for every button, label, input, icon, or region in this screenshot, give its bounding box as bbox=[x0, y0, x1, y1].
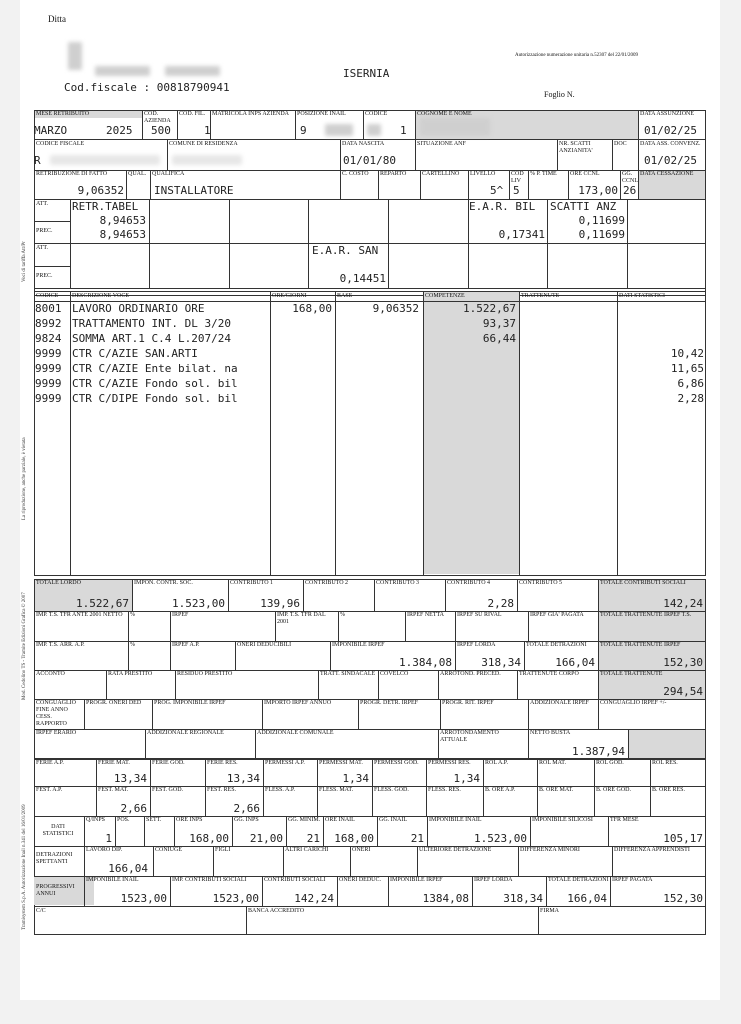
redacted-company-name-2 bbox=[165, 66, 220, 76]
voce-code: 9999 bbox=[35, 392, 62, 405]
ferie-top-label-0: FERIE A.P. bbox=[36, 760, 64, 766]
ferie-top-value-1: 13,34 bbox=[113, 772, 147, 785]
r5-label-6: ADDIZIONALE IRPEF bbox=[530, 700, 589, 706]
label-banca: BANCA ACCREDITO bbox=[248, 908, 305, 914]
voce-description: CTR C/AZIE SAN.ARTI bbox=[72, 347, 198, 360]
ferie-top-label-6: PERMESSI GOD. bbox=[374, 760, 419, 766]
detr-label-1: CONIUGE bbox=[155, 847, 182, 853]
side-text-voci: Voci di tariffa Att/Pr bbox=[22, 241, 27, 282]
label-qualifica: QUALIFICA bbox=[152, 171, 185, 177]
detr-label-0: LAVORO DIP. bbox=[86, 847, 123, 853]
label-att-2: ATT. bbox=[36, 245, 49, 251]
label-codice: CODICE bbox=[365, 111, 388, 117]
prog-label-3: ONERI DEDUC. bbox=[339, 877, 381, 883]
r3-label-3: ONERI DEDUCIBILI bbox=[237, 642, 292, 648]
label-matricola: MATRICOLA INPS AZIENDA bbox=[212, 111, 290, 117]
r3-value-4: 1.384,08 bbox=[399, 656, 452, 669]
r5-label-5: PROGR. RIT. IRPEF bbox=[442, 700, 494, 706]
company-fiscal-code: Cod.fiscale : 00818790941 bbox=[64, 81, 230, 94]
ferie-bot-label-5: FLESS. MAT. bbox=[319, 787, 354, 793]
r2-label-4: % bbox=[340, 612, 345, 618]
r1-label-4: CONTRIBUTO 3 bbox=[376, 580, 420, 586]
ferie-bot-label-6: FLESS. GOD. bbox=[374, 787, 409, 793]
prog-value-6: 166,04 bbox=[567, 892, 607, 905]
ferie-top-label-3: FERIE RES. bbox=[207, 760, 238, 766]
stat-value-6: 168,00 bbox=[334, 832, 374, 845]
stat-label-3: ORE INPS bbox=[176, 817, 203, 823]
r4-label-2: RESIDUO PRESTITO bbox=[177, 671, 233, 677]
r1-label-2: CONTRIBUTO 1 bbox=[230, 580, 274, 586]
ferie-top-label-7: PERMESSI RES. bbox=[428, 760, 471, 766]
value-data-assunzione: 01/02/25 bbox=[644, 124, 697, 137]
r1-label-3: CONTRIBUTO 2 bbox=[305, 580, 349, 586]
stat-value-8: 1.523,00 bbox=[474, 832, 527, 845]
ferie-top-label-8: ROL A.P. bbox=[485, 760, 508, 766]
prog-label-5: IRPEF LORDA bbox=[474, 877, 513, 883]
redacted-codice-fiscale bbox=[50, 155, 160, 165]
stat-value-0: 1 bbox=[105, 832, 112, 845]
r3-label-5: IRPEF LORDA bbox=[457, 642, 496, 648]
voce-dati-statistici: 6,86 bbox=[677, 377, 704, 390]
label-data-conv: DATA ASS. CONVENZ. bbox=[640, 141, 701, 147]
value-cod-fil: 1 bbox=[204, 124, 211, 137]
label-cod-azienda: COD. AZIENDA bbox=[144, 111, 171, 124]
voce-description: SOMMA ART.1 C.4 L.207/24 bbox=[72, 332, 231, 345]
vh-dati-statistici: DATI STATISTICI bbox=[619, 293, 666, 299]
r6-label-2: ADDIZIONALE COMUNALE bbox=[257, 730, 334, 736]
label-qual: QUAL. bbox=[128, 171, 147, 177]
label-cognome: COGNOME E NOME bbox=[417, 111, 472, 117]
prog-value-5: 318,34 bbox=[503, 892, 543, 905]
r3-label-4: IMPONIBILE IRPEF bbox=[332, 642, 385, 648]
detr-label-2: FIGLI bbox=[215, 847, 231, 853]
ferie-top-label-4: PERMESSI A.P. bbox=[265, 760, 305, 766]
r4-label-5: ARROTOND. PRECED. bbox=[440, 671, 501, 677]
prog-label: PROGRESSIVI ANNUI bbox=[36, 884, 75, 897]
elem-ear-bil: E.A.R. BIL bbox=[469, 200, 536, 213]
r1-value-0: 1.522,67 bbox=[76, 597, 129, 610]
side-text-repro: La riproduzione, anche parziale, è vietata bbox=[22, 437, 27, 520]
r5-label-1: PROGR. ONERI DED bbox=[86, 700, 142, 706]
detr-label-5: ULTERIORE DETRAZIONE bbox=[419, 847, 492, 853]
r6-label-0: IRPEF ERARIO bbox=[36, 730, 77, 736]
voce-description: LAVORO ORDINARIO ORE bbox=[72, 302, 205, 315]
label-retr-fatto: RETRIBUZIONE DI FATTO bbox=[36, 171, 108, 177]
value-anno: 2025 bbox=[106, 124, 133, 137]
value-data-nascita: 01/01/80 bbox=[343, 154, 396, 167]
stat-label-1: POS. bbox=[117, 817, 130, 823]
value-cod-liv: 5 bbox=[513, 184, 520, 197]
prog-label-1: IMP. CONTRIBUTI SOCIALI bbox=[172, 877, 247, 883]
r3-label-2: IRPEF A.P. bbox=[172, 642, 200, 648]
payslip-sheet bbox=[20, 0, 720, 1000]
r2-label-6: IRPEF SU RIVAL bbox=[457, 612, 502, 618]
label-att-1: ATT. bbox=[36, 201, 49, 207]
r5-label-4: PROGR. DETR. IRPEF bbox=[360, 700, 419, 706]
elem-scatti: SCATTI ANZ bbox=[550, 200, 617, 213]
elem-ear-bil-prec: 0,17341 bbox=[498, 228, 545, 241]
stat-value-7: 21 bbox=[410, 832, 424, 845]
label-scatti: NR. SCATTI ANZIANITA' bbox=[559, 141, 593, 154]
r4-label-3: TRATT. SINDACALE bbox=[320, 671, 376, 677]
voce-code: 9999 bbox=[35, 377, 62, 390]
detr-label-3: ALTRI CARICHI bbox=[285, 847, 329, 853]
r3-label-0: IMP. T.S. ARR. A.P. bbox=[36, 642, 85, 648]
r4-value-7: 294,54 bbox=[663, 685, 703, 698]
ferie-top-label-5: PERMESSI MAT. bbox=[319, 760, 363, 766]
label-gg-ccnl: GG. CCNL bbox=[622, 171, 639, 184]
label-doc: DOC bbox=[614, 141, 627, 147]
value-cod-azienda: 500 bbox=[151, 124, 171, 137]
prog-value-1: 1523,00 bbox=[212, 892, 259, 905]
prog-label-7: IRPEF PAGATA bbox=[612, 877, 653, 883]
r2-label-0: IMP. T.S. TFR ANTE 2001 NETTO bbox=[36, 612, 123, 618]
r4-label-7: TOTALE TRATTENUTE bbox=[600, 671, 663, 677]
r2-label-3: IMP. T.S. TFR DAL 2001 bbox=[277, 612, 326, 625]
r3-label-7: TOTALE TRATTENUTE IRPEF bbox=[600, 642, 681, 648]
label-situazione-anf: SITUAZIONE ANF bbox=[417, 141, 466, 147]
voce-base: 9,06352 bbox=[372, 302, 419, 315]
label-cc: C/C bbox=[36, 908, 46, 914]
redacted-codice bbox=[367, 124, 381, 136]
r1-label-6: CONTRIBUTO 5 bbox=[519, 580, 563, 586]
label-reparto: REPARTO bbox=[380, 171, 407, 177]
r1-value-5: 2,28 bbox=[487, 597, 514, 610]
r4-label-4: COVELCO bbox=[380, 671, 409, 677]
r1-value-7: 142,24 bbox=[663, 597, 703, 610]
ferie-bot-label-4: FLESS. A.P. bbox=[265, 787, 296, 793]
voce-dati-statistici: 2,28 bbox=[677, 392, 704, 405]
voce-dati-statistici: 10,42 bbox=[670, 347, 704, 360]
stat-label-7: GG. INAIL bbox=[379, 817, 407, 823]
r3-value-6: 166,04 bbox=[555, 656, 595, 669]
company-city: ISERNIA bbox=[343, 67, 390, 80]
r4-label-1: RATA PRESTITO bbox=[108, 671, 153, 677]
label-ptime: % P. TIME bbox=[530, 171, 557, 177]
r6-value-4: 1.387,94 bbox=[572, 745, 625, 758]
ferie-top-label-2: FERIE GOD. bbox=[152, 760, 185, 766]
r1-label-0: TOTALE LORDO bbox=[36, 580, 81, 586]
r5-label-3: IMPORTO IRPEF ANNUO bbox=[264, 700, 332, 706]
ferie-bot-label-0: FEST. A.P. bbox=[36, 787, 63, 793]
detr-label-6: DIFFERENZA MINORI bbox=[520, 847, 580, 853]
stat-label-2: SETT. bbox=[146, 817, 162, 823]
elem-retr-tabel-att: 8,94653 bbox=[99, 214, 146, 227]
label-codice-fiscale: CODICE FISCALE bbox=[36, 141, 85, 147]
ferie-top-value-7: 1,34 bbox=[453, 772, 480, 785]
r6-label-3: ARROTONDAMENTO ATTUALE bbox=[440, 730, 499, 743]
stat-label-0: Q/INPS bbox=[86, 817, 106, 823]
ferie-top-label-10: ROL GOD. bbox=[596, 760, 624, 766]
ferie-top-value-5: 1,34 bbox=[342, 772, 369, 785]
r2-label-2: IRPEF bbox=[172, 612, 189, 618]
redacted-employee-name bbox=[420, 118, 490, 136]
prog-label-6: TOTALE DETRAZIONI bbox=[548, 877, 609, 883]
r2-label-8: TOTALE TRATTENUTE IRPEF T.S. bbox=[600, 612, 692, 618]
ferie-bot-value-3: 2,66 bbox=[233, 802, 260, 815]
label-prec-1: PREC. bbox=[36, 228, 53, 234]
voce-code: 9999 bbox=[35, 347, 62, 360]
vh-descrizione: DESCRIZIONE VOCE bbox=[72, 293, 130, 299]
value-pos-inail: 9 bbox=[300, 124, 307, 137]
redacted-comune bbox=[172, 155, 242, 165]
r1-label-7: TOTALE CONTRIBUTI SOCIALI bbox=[600, 580, 686, 586]
label-data-nascita: DATA NASCITA bbox=[342, 141, 385, 147]
prog-value-7: 152,30 bbox=[663, 892, 703, 905]
ferie-bot-label-3: FEST. RES. bbox=[207, 787, 237, 793]
value-codice: 1 bbox=[400, 124, 407, 137]
label-livello: LIVELLO bbox=[470, 171, 496, 177]
voce-description: CTR C/AZIE Fondo sol. bil bbox=[72, 377, 238, 390]
vh-codice: CODICE bbox=[36, 293, 59, 299]
side-text-editor: Tramisystem S.p.A. Autorizzazione Inail n.341 del 16/01/2009 bbox=[22, 804, 27, 930]
voce-description: TRATTAMENTO INT. DL 3/20 bbox=[72, 317, 231, 330]
label-ccosto: C. COSTO bbox=[342, 171, 369, 177]
voce-competenze: 66,44 bbox=[482, 332, 516, 345]
r1-value-1: 1.523,00 bbox=[172, 597, 225, 610]
redacted-pos-inail bbox=[325, 124, 353, 136]
label-comune: COMUNE DI RESIDENZA bbox=[169, 141, 238, 147]
r3-value-5: 318,34 bbox=[481, 656, 521, 669]
ferie-bot-label-9: B. ORE MAT. bbox=[539, 787, 574, 793]
ferie-bot-label-2: FEST. GOD. bbox=[152, 787, 184, 793]
label-prec-2: PREC. bbox=[36, 273, 53, 279]
r2-label-5: IRPEF NETTA bbox=[407, 612, 445, 618]
label-firma: FIRMA bbox=[540, 908, 560, 914]
vh-ore: ORE/GIORNI bbox=[272, 293, 307, 299]
voce-competenze: 93,37 bbox=[482, 317, 516, 330]
detr-label-4: ONERI bbox=[352, 847, 371, 853]
r4-label-6: TRATTENUTE CORPO bbox=[519, 671, 579, 677]
stat-value-4: 21,00 bbox=[249, 832, 283, 845]
label-cod-liv: COD LIV bbox=[511, 171, 524, 184]
stat-label: DATI STATISTICI bbox=[42, 824, 74, 837]
r6-label-4: NETTO BUSTA bbox=[530, 730, 571, 736]
prog-value-2: 142,24 bbox=[294, 892, 334, 905]
voce-code: 9824 bbox=[35, 332, 62, 345]
label-cartellino: CARTELLINO bbox=[422, 171, 460, 177]
value-livello: 5^ bbox=[490, 184, 504, 197]
r3-value-7: 152,30 bbox=[663, 656, 703, 669]
stat-label-5: GG. MINIM. bbox=[288, 817, 321, 823]
label-mese: MESE RETRIBUITO bbox=[36, 111, 90, 117]
authorization-note: Autorizzazione numerazione unitaria n.52307 del 22/01/2009 bbox=[515, 53, 639, 58]
ferie-top-label-9: ROL MAT. bbox=[539, 760, 566, 766]
voce-dati-statistici: 11,65 bbox=[670, 362, 704, 375]
r2-label-7: IRPEF GIA' PAGATA bbox=[530, 612, 584, 618]
value-ore-ccnl: 173,00 bbox=[578, 184, 618, 197]
stat-label-4: GG. INPS bbox=[234, 817, 259, 823]
prog-value-0: 1523,00 bbox=[120, 892, 167, 905]
stat-label-9: IMPONIBILE SILICOSI bbox=[532, 817, 593, 823]
vh-trattenute: TRATTENUTE bbox=[521, 293, 560, 299]
ferie-bot-label-7: FLESS. RES. bbox=[428, 787, 461, 793]
value-gg-ccnl: 26 bbox=[623, 184, 637, 197]
elem-scatti-att: 0,11699 bbox=[578, 214, 625, 227]
prog-label-2: CONTRIBUTI SOCIALI bbox=[264, 877, 326, 883]
detr-value-0: 166,04 bbox=[108, 862, 148, 875]
voce-code: 8001 bbox=[35, 302, 62, 315]
stat-label-6: ORE INAIL bbox=[325, 817, 355, 823]
stat-value-3: 168,00 bbox=[189, 832, 229, 845]
prog-label-4: IMPONIBILE IRPEF bbox=[390, 877, 443, 883]
ditta-label: Ditta bbox=[48, 14, 66, 24]
elem-retr-tabel-prec: 8,94653 bbox=[99, 228, 146, 241]
value-codice-fiscale: R bbox=[34, 154, 41, 167]
r5-label-2: PROG. IMPONIBILE IRPEF bbox=[154, 700, 226, 706]
r1-value-2: 139,96 bbox=[260, 597, 300, 610]
detr-label-7: DIFFERENZA APPRENDISTI bbox=[614, 847, 690, 853]
voce-ore: 168,00 bbox=[292, 302, 332, 315]
elem-ear-san-prec: 0,14451 bbox=[339, 272, 386, 285]
ferie-top-label-11: ROL RES. bbox=[652, 760, 678, 766]
stat-value-10: 105,17 bbox=[663, 832, 703, 845]
r2-label-1: % bbox=[130, 612, 135, 618]
voce-code: 9999 bbox=[35, 362, 62, 375]
vh-base: BASE bbox=[337, 293, 353, 299]
r5-label-0: CONGUAGLIO FINE ANNO CESS. RAPPORTO bbox=[36, 700, 76, 727]
r4-label-0: ACCONTO bbox=[36, 671, 65, 677]
detr-label: DETRAZIONI SPETTANTI bbox=[36, 852, 73, 865]
value-mese: MARZO bbox=[34, 124, 68, 137]
value-data-conv: 01/02/25 bbox=[644, 154, 697, 167]
ferie-bot-label-10: B. ORE GOD. bbox=[596, 787, 632, 793]
voce-code: 8992 bbox=[35, 317, 62, 330]
r5-label-7: CONGUAGLIO IRPEF +/- bbox=[600, 700, 667, 706]
ferie-bot-label-11: B. ORE RES. bbox=[652, 787, 686, 793]
elem-ear-san: E.A.R. SAN bbox=[312, 244, 379, 257]
r3-label-1: % bbox=[130, 642, 135, 648]
stat-value-5: 21 bbox=[306, 832, 320, 845]
ferie-top-label-1: FERIE MAT. bbox=[98, 760, 130, 766]
r1-label-1: IMPON. CONTR. SOC. bbox=[134, 580, 193, 586]
foglio-label: Foglio N. bbox=[544, 90, 575, 99]
value-qualifica: INSTALLATORE bbox=[154, 184, 234, 197]
prog-value-4: 1384,08 bbox=[422, 892, 469, 905]
label-pos-inail: POSIZIONE INAIL bbox=[297, 111, 346, 117]
r3-label-6: TOTALE DETRAZIONI bbox=[526, 642, 587, 648]
redacted-logo bbox=[68, 42, 82, 70]
stat-label-10: TFR MESE bbox=[610, 817, 639, 823]
ferie-bot-label-8: B. ORE A.P. bbox=[485, 787, 516, 793]
ferie-bot-label-1: FEST. MAT. bbox=[98, 787, 129, 793]
side-text-copyright: Mod. Cedolino TS - Tramite Edizioni Grafica © 2007 bbox=[22, 592, 27, 700]
ferie-bot-value-1: 2,66 bbox=[120, 802, 147, 815]
voce-description: CTR C/DIPE Fondo sol. bil bbox=[72, 392, 238, 405]
ferie-top-value-3: 13,34 bbox=[226, 772, 260, 785]
r6-label-1: ADDIZIONALE REGIONALE bbox=[147, 730, 224, 736]
label-data-cessazione: DATA CESSAZIONE bbox=[640, 171, 694, 177]
label-cod-fil: COD. FIL. bbox=[179, 111, 206, 117]
prog-label-0: IMPONIBILE INAIL bbox=[86, 877, 139, 883]
redacted-company-name bbox=[95, 66, 150, 76]
voce-description: CTR C/AZIE Ente bilat. na bbox=[72, 362, 238, 375]
r1-label-5: CONTRIBUTO 4 bbox=[447, 580, 491, 586]
value-retr-fatto: 9,06352 bbox=[77, 184, 124, 197]
elem-retr-tabel: RETR.TABEL bbox=[72, 200, 139, 213]
voce-competenze: 1.522,67 bbox=[463, 302, 516, 315]
stat-label-8: IMPONIBILE INAIL bbox=[429, 817, 482, 823]
elem-scatti-prec: 0,11699 bbox=[578, 228, 625, 241]
label-data-assunzione: DATA ASSUNZIONE bbox=[640, 111, 695, 117]
vh-competenze: COMPETENZE bbox=[425, 293, 465, 299]
label-ore-ccnl: ORE CCNL bbox=[570, 171, 600, 177]
